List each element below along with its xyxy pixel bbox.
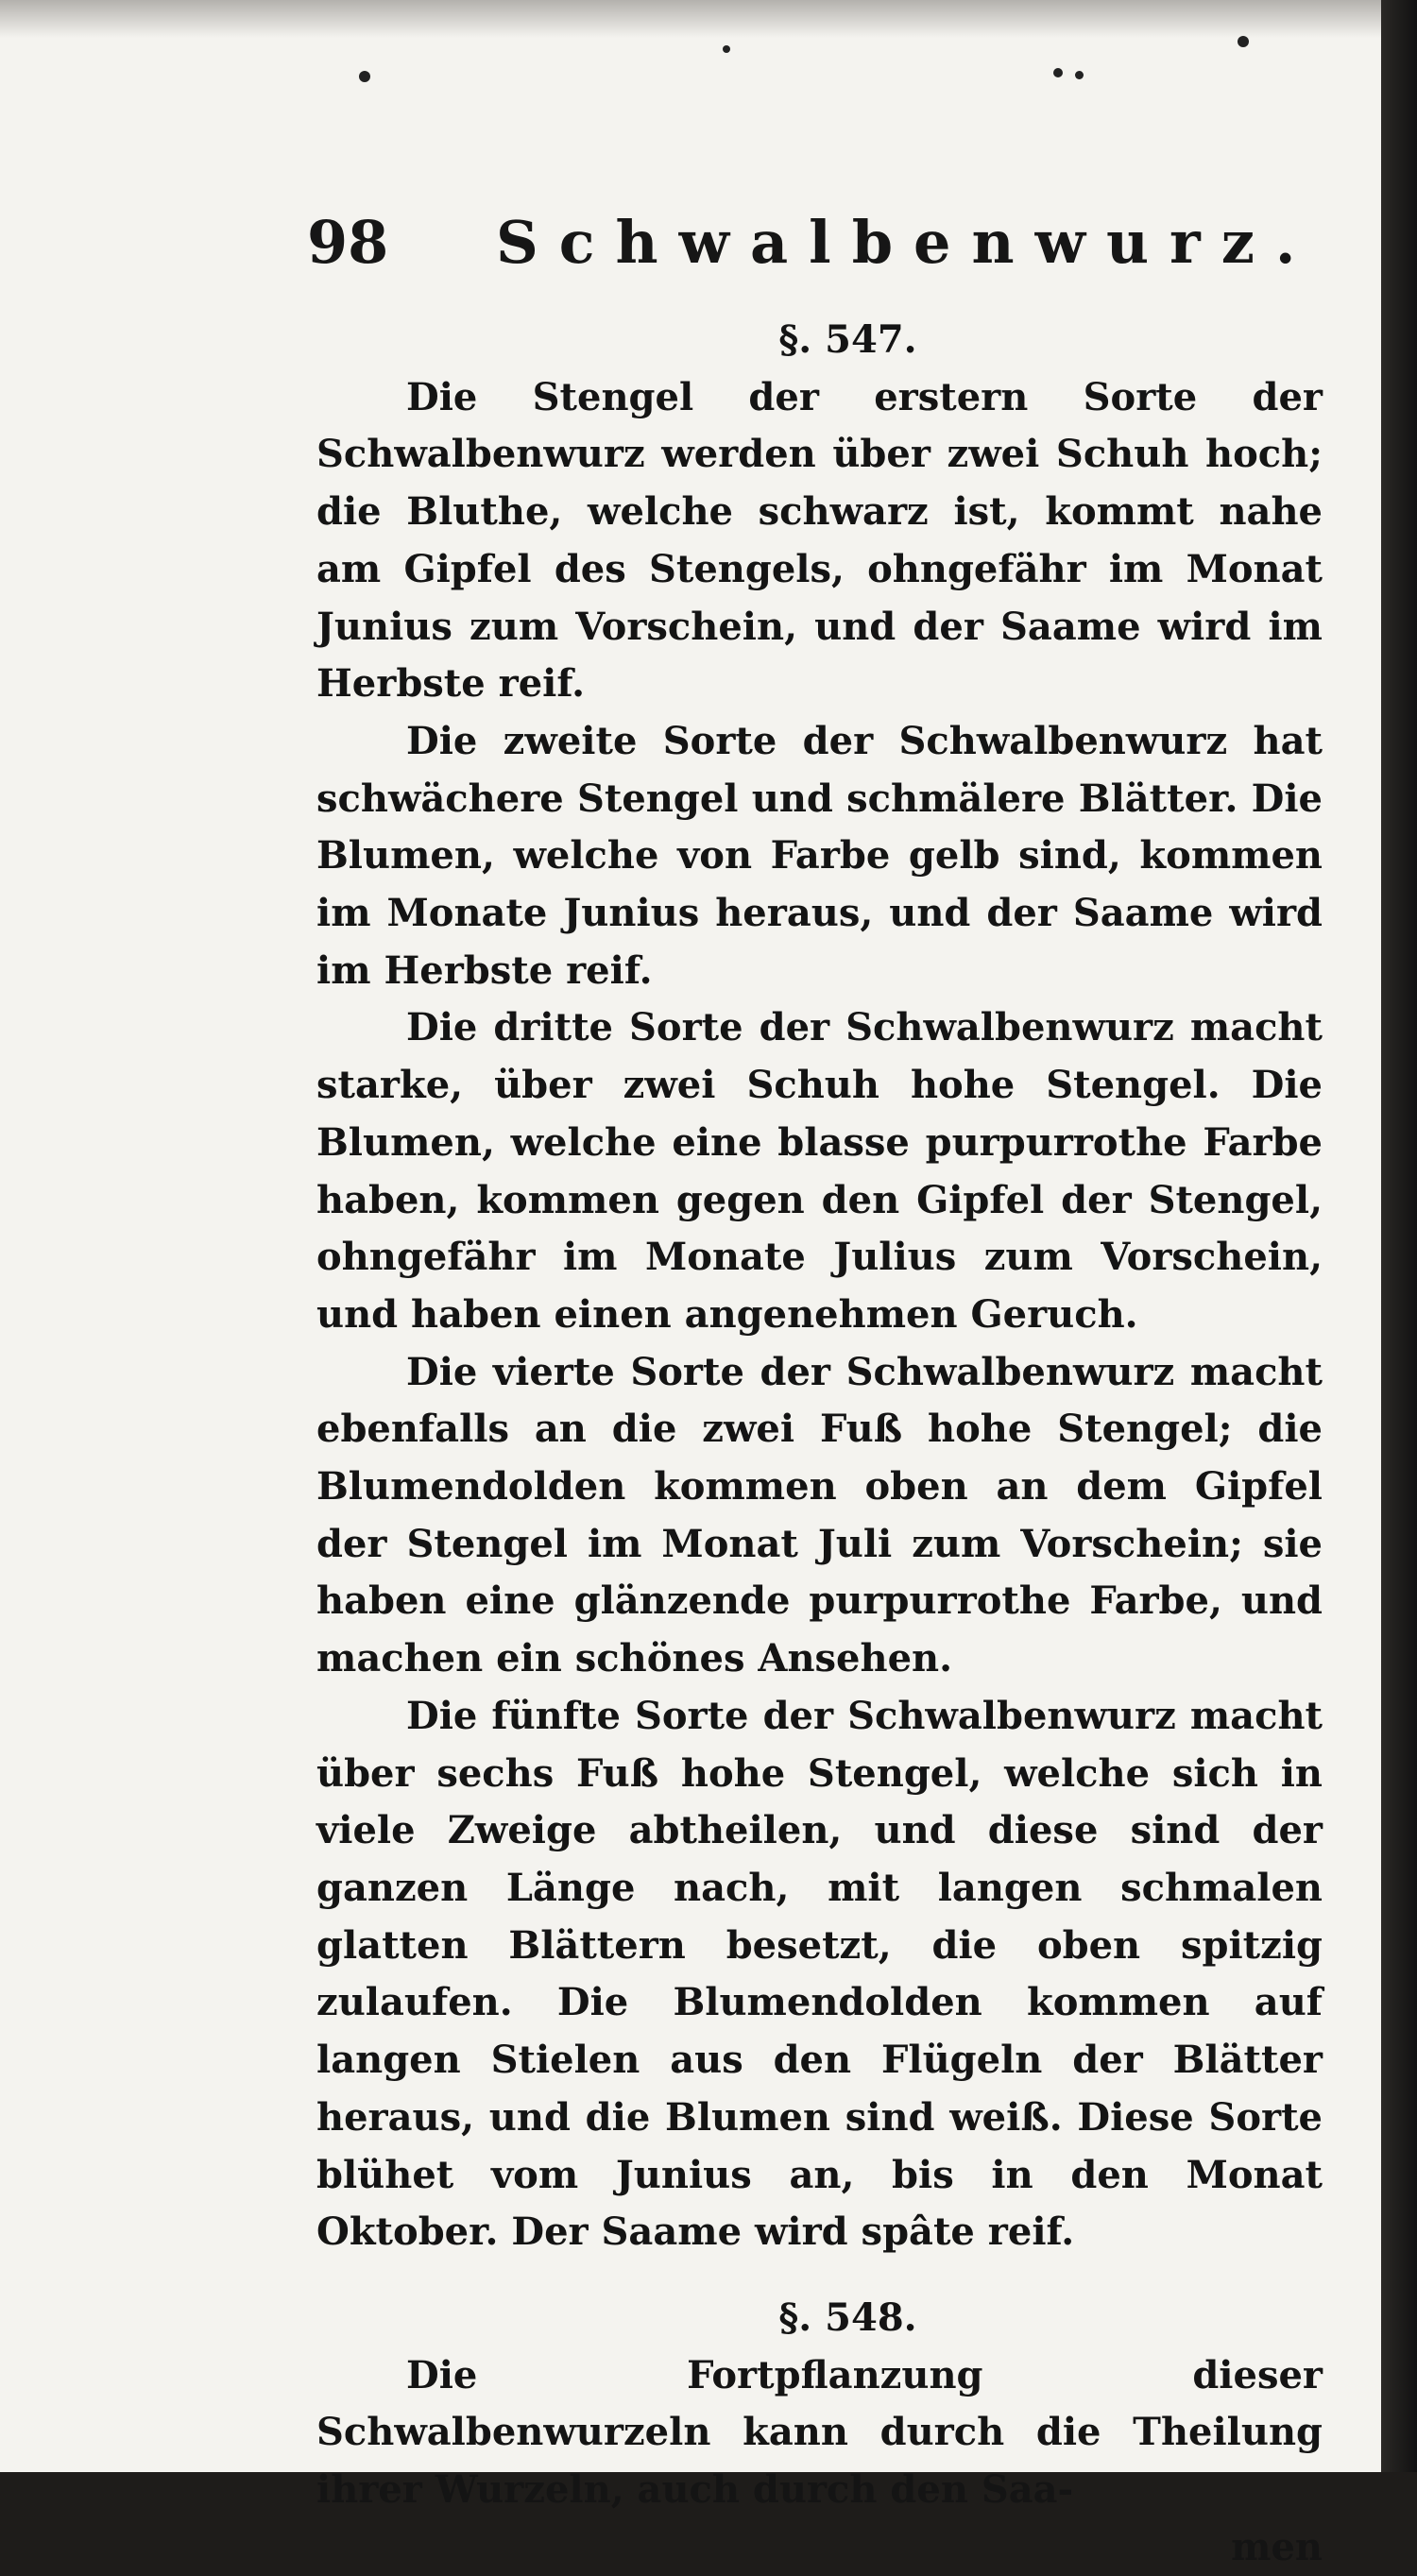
running-title: Schwalbenwurz. bbox=[496, 208, 1317, 277]
paragraph: Die fünfte Sorte der Schwalbenwurz macht über sechs Fuß hohe Stengel, welche sich in viele Zweige abtheilen, und diese sind der ganzen Länge nach, mit langen schmalen glatten Blättern besetzt, die oben spitzig zulaufen. Die Blumendolden kommen auf langen Stielen aus den Flügeln der Blätter heraus, und die Blumen sind weiß. Diese Sorte blühet vom Junius an, bis in den Monat Oktober. Der Saame wird spâte reif. bbox=[316, 1693, 1323, 2255]
catchword: men bbox=[1231, 2524, 1323, 2569]
page-edge-shadow bbox=[1381, 0, 1417, 2472]
paragraph: Die vierte Sorte der Schwalbenwurz macht ebenfalls an die zwei Fuß hohe Stengel; die Blumendolden kommen oben an dem Gipfel der Stengel im Monat Juli zum Vorschein; sie haben eine glänzende purpurrothe Farbe, und machen ein schönes Ansehen. bbox=[316, 1349, 1323, 1681]
page-number: 98 bbox=[307, 208, 389, 277]
ink-speck bbox=[1238, 36, 1249, 47]
body-text bbox=[316, 312, 1323, 2576]
ink-speck bbox=[1075, 71, 1084, 79]
page-header bbox=[307, 208, 1346, 283]
paragraph: Die Fortpflanzung dieser Schwalbenwurzeln kann durch die Theilung ihrer Wurzeln, auch durch den Saa- bbox=[316, 2352, 1323, 2513]
ink-speck bbox=[1053, 68, 1063, 77]
section-heading: §. 548. bbox=[778, 2295, 917, 2340]
ink-speck bbox=[723, 45, 730, 53]
paragraph: Die Stengel der erstern Sorte der Schwalbenwurz werden über zwei Schuh hoch; die Bluthe, welche schwarz ist, kommt nahe am Gipfel des Stengels, ohngefähr im Monat Junius zum Vorschein, und der Saame wird im Herbste reif. bbox=[316, 374, 1323, 707]
section-heading: §. 547. bbox=[778, 317, 917, 362]
ink-speck bbox=[359, 71, 370, 82]
section-gap bbox=[316, 2261, 1323, 2290]
page-top-shadow bbox=[0, 0, 1381, 38]
paragraph: Die zweite Sorte der Schwalbenwurz hat schwächere Stengel und schmälere Blätter. Die Blumen, welche von Farbe gelb sind, kommen im Monate Junius heraus, und der Saame wird im Herbste reif. bbox=[316, 718, 1323, 993]
paragraph: Die dritte Sorte der Schwalbenwurz macht starke, über zwei Schuh hohe Stengel. Die Blumen, welche eine blasse purpurrothe Farbe haben, kommen gegen den Gipfel der Stengel, ohngefähr im Monate Julius zum Vorschein, und haben einen angenehmen Geruch. bbox=[316, 1005, 1323, 1337]
